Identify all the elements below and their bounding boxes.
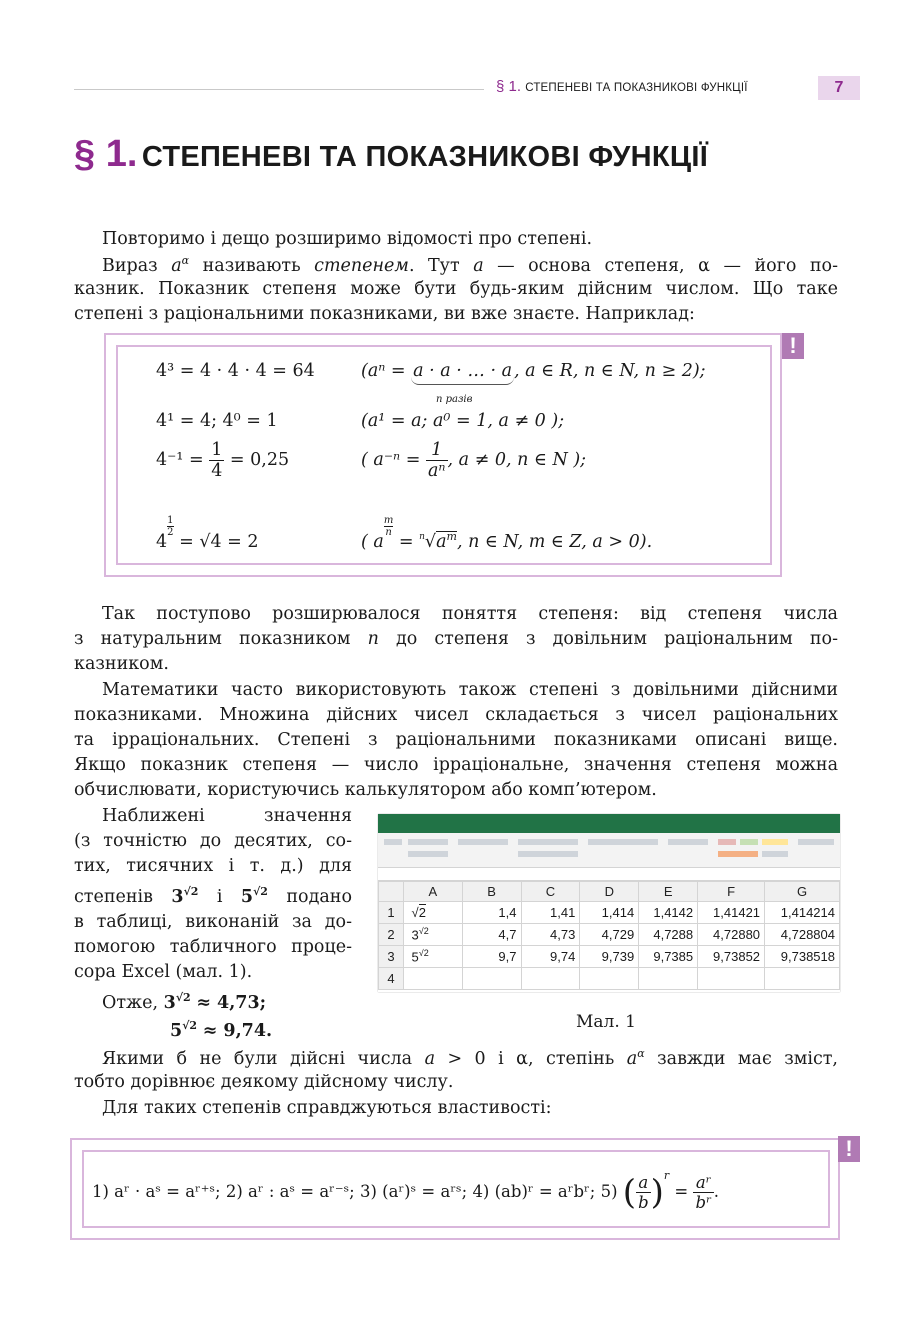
excel-menubar: [378, 824, 840, 833]
text-run: Вираз: [102, 255, 172, 276]
property-1: 1) aʳ · aˢ = aʳ⁺ˢ;: [92, 1182, 221, 1201]
paragraph-5-line-2: (з точністю до десятих, со-: [74, 831, 352, 851]
example-row4-right: ( a $\frac{m}{n}$ = $^n√a^m$, n ∈ N, m ∈ Z, a > 0).: [361, 515, 653, 552]
important-marker-2: !: [838, 1136, 860, 1162]
math-a-alpha: $a^\alpha$: [171, 254, 190, 276]
text-run: Отже,: [102, 992, 159, 1013]
intro-paragraph-2-line-3: степені з раціональними показниками, ви вже знаєте. Наприклад:: [74, 304, 695, 324]
table-cell: [403, 968, 462, 990]
column-header: B: [462, 882, 521, 902]
text-run: завжди має зміст,: [644, 1048, 838, 1069]
paragraph-3-line-3: казником.: [74, 654, 169, 674]
intro-paragraph-1: Повторимо і дещо розширимо відомості про степені.: [102, 229, 593, 249]
result-line-2: $5^{√2} \approx 9,74$.: [170, 1019, 273, 1041]
denominator: 4: [211, 461, 223, 481]
row-header: 4: [379, 968, 404, 990]
paragraph-5-line-5: в таблиці, виконаній за до-: [74, 912, 352, 932]
denominator: aⁿ: [427, 461, 446, 481]
text-run: > 0 і α, степінь: [435, 1048, 627, 1069]
table-cell: 9,7385: [639, 946, 698, 968]
paragraph-4-line-5: обчислювати, користуючись калькулятором або комп’ютером.: [74, 780, 657, 800]
table-row: [379, 946, 840, 968]
table-cell: [462, 968, 521, 990]
numerator: 1: [426, 440, 448, 461]
text-run: =: [398, 532, 420, 552]
row-header: 3: [379, 946, 404, 968]
underbrace-product: a · a · … · a: [411, 361, 514, 385]
underbrace-label: n разів: [436, 394, 473, 405]
figure-caption: Мал. 1: [576, 1012, 636, 1032]
header-title: СТЕПЕНЕВІ ТА ПОКАЗНИКОВІ ФУНКЦІЇ: [525, 82, 748, 94]
text-run: , n ∈ N, m ∈ Z, a > 0).: [456, 532, 653, 552]
exp-denominator: n: [385, 527, 392, 538]
running-header: [496, 78, 748, 95]
row-header: 1: [379, 902, 404, 924]
fraction-ar-over-br: [693, 1173, 713, 1212]
fraction-a-over-b: [636, 1173, 651, 1212]
fraction-one-over-an: [426, 440, 448, 481]
paragraph-5-line-3: тих, тисячних і т. д.) для: [74, 856, 352, 876]
page-title: [74, 133, 708, 176]
table-cell: 4,728804: [765, 924, 840, 946]
property-4: 4) (ab)ʳ = aʳbʳ;: [472, 1182, 596, 1201]
paragraph-5-line-1: Наближені значення: [102, 806, 352, 826]
table-cell: [580, 968, 639, 990]
property-5: 5): [600, 1182, 618, 1201]
column-header: C: [521, 882, 580, 902]
paragraph-4-line-1: Математики часто використовують також степені з довільними дійсними: [102, 680, 838, 700]
table-row: [379, 924, 840, 946]
header-section-sign: § 1.: [496, 78, 522, 95]
text-run: — основа степеня, α — його по-: [483, 255, 838, 276]
paragraph-8: Для таких степенів справджуються властивості:: [102, 1098, 552, 1118]
excel-formula-bar: [378, 868, 840, 881]
table-cell: 4,7288: [639, 924, 698, 946]
title-text: СТЕПЕНЕВІ ТА ПОКАЗНИКОВІ ФУНКЦІЇ: [141, 141, 709, 173]
numerator: a: [636, 1173, 651, 1193]
text-run: = √4 = 2: [179, 532, 259, 552]
intro-paragraph-2-line-1: [102, 254, 838, 276]
denominator: bʳ: [695, 1193, 712, 1212]
property-3: 3) (aʳ)ˢ = aʳˢ;: [360, 1182, 468, 1201]
page-number: 7: [818, 76, 860, 100]
text-run: до степеня з довільним раціональним по-: [378, 629, 838, 649]
text-run: , a ∈ R, n ∈ N, n ≥ 2);: [514, 361, 706, 381]
denominator: b: [638, 1193, 649, 1212]
column-header: E: [639, 882, 698, 902]
example-row1-right: [361, 361, 706, 381]
text-run: . Тут: [408, 255, 474, 276]
fraction-one-quarter: [209, 440, 224, 481]
paragraph-5-line-6: помогою табличного проце-: [74, 937, 352, 957]
exp-numerator: 1: [167, 515, 174, 526]
table-cell: 9,7: [462, 946, 521, 968]
intro-paragraph-2-line-2: казник. Показник степеня може бути будь-яким дійсним числом. Що таке: [74, 279, 838, 299]
approx-value-1: ≈ 4,73;: [196, 992, 267, 1013]
powers-properties: 1) aʳ · aˢ = aʳ⁺ˢ; 2) aʳ : aˢ = aʳ⁻ˢ; 3) (aʳ)ˢ = aʳˢ; 4) (ab)ʳ = aʳbʳ; 5) ( $\frac{a}{b}$ )$^r$ = $\frac{\text{aʳ}}{\text{bʳ}}$ .: [92, 1169, 720, 1213]
numerator: aʳ: [693, 1173, 713, 1193]
exp-denominator: 2: [167, 527, 174, 538]
exp-numerator: m: [383, 515, 394, 526]
cell-a3: $5^{√2}$: [403, 946, 462, 968]
cell-a2: $3^{√2}$: [403, 924, 462, 946]
table-cell: 4,7: [462, 924, 521, 946]
text-run: Якими б не були дійсні числа: [102, 1048, 425, 1069]
example-row3-left: [156, 440, 289, 481]
table-cell: 1,4142: [639, 902, 698, 924]
text-run: з натуральним показником: [74, 629, 368, 649]
approx-value-2: ≈ 9,74.: [202, 1020, 273, 1041]
important-marker-1: !: [782, 333, 804, 359]
paragraph-4-line-3: та ірраціональних. Степені з раціональними показниками описані вище.: [74, 730, 838, 750]
example-row4-left: 4 $\frac{1}{2}$ = √4 = 2: [156, 515, 259, 552]
excel-ribbon: [378, 833, 840, 868]
paragraph-3-line-2: [74, 629, 838, 649]
example-row2-left: 4¹ = 4; 4⁰ = 1: [156, 411, 278, 431]
text-run: , a ≠ 0, n ∈ N );: [447, 450, 587, 470]
property-2: 2) aʳ : aˢ = aʳ⁻ˢ;: [225, 1182, 355, 1201]
excel-grid: [378, 881, 840, 990]
example-row2-right: (a¹ = a; a⁰ = 1, a ≠ 0 );: [361, 411, 565, 431]
row-header: 2: [379, 924, 404, 946]
paragraph-4-line-2: показниками. Множина дійсних чисел складається з чисел раціональних: [74, 705, 838, 725]
excel-screenshot: [378, 814, 840, 992]
table-cell: 1,414214: [765, 902, 840, 924]
corner-cell: [379, 882, 404, 902]
table-cell: [639, 968, 698, 990]
text-run: степенів: [74, 886, 172, 907]
table-cell: 1,41421: [698, 902, 765, 924]
text-run: подано: [267, 886, 352, 907]
table-cell: 1,41: [521, 902, 580, 924]
text-run: ( a⁻ⁿ =: [361, 450, 421, 470]
paragraph-5-line-4: степенів $3^{√2}$ і $5^{√2}$ подано: [74, 885, 352, 907]
table-cell: 9,74: [521, 946, 580, 968]
paragraph-4-line-4: Якщо показник степеня — число ірраціональне, значення степеня можна: [74, 755, 838, 775]
numerator: 1: [211, 440, 223, 460]
cell-a1: √2: [403, 902, 462, 924]
text-run: .: [713, 1182, 720, 1201]
math-a: a: [473, 255, 484, 276]
table-cell: 9,738518: [765, 946, 840, 968]
text-run: 4⁻¹ =: [156, 450, 204, 470]
paragraph-7-line-2: тобто дорівнює деякому дійсному числу.: [74, 1072, 454, 1092]
paragraph-5-line-7: сора Excel (мал. 1).: [74, 962, 253, 982]
table-row: [379, 902, 840, 924]
excel-titlebar: [378, 814, 840, 824]
table-cell: [765, 968, 840, 990]
text-run: називають: [189, 255, 315, 276]
table-cell: 9,73852: [698, 946, 765, 968]
text-run: = 0,25: [229, 450, 290, 470]
result-line-1: Отже, $3^{√2} \approx 4,73$;: [102, 991, 267, 1013]
column-header: F: [698, 882, 765, 902]
example-row3-right: [361, 440, 586, 481]
math-a: a: [424, 1048, 435, 1069]
table-cell: 1,4: [462, 902, 521, 924]
column-header-row: [379, 882, 840, 902]
text-run: і: [198, 886, 241, 907]
paragraph-7-line-1: [102, 1047, 838, 1069]
table-cell: [521, 968, 580, 990]
table-cell: 9,739: [580, 946, 639, 968]
math-a-alpha: $a^\alpha$: [626, 1047, 645, 1069]
table-cell: [698, 968, 765, 990]
table-cell: 4,729: [580, 924, 639, 946]
table-cell: 4,72880: [698, 924, 765, 946]
example-row1-left: 4³ = 4 · 4 · 4 = 64: [156, 361, 315, 381]
text-run: (aⁿ =: [361, 361, 412, 381]
math-n: n: [367, 629, 379, 649]
column-header: G: [765, 882, 840, 902]
column-header: A: [403, 882, 462, 902]
table-cell: 4,73: [521, 924, 580, 946]
table-cell: 1,414: [580, 902, 639, 924]
term-power: степенем: [314, 255, 409, 276]
table-row: [379, 968, 840, 990]
column-header: D: [580, 882, 639, 902]
paragraph-3-line-1: Так поступово розширювалося поняття степеня: від степеня числа: [102, 604, 838, 624]
header-rule: [74, 89, 484, 90]
exponent: r: [663, 1169, 670, 1182]
title-section-sign: § 1.: [74, 133, 138, 175]
